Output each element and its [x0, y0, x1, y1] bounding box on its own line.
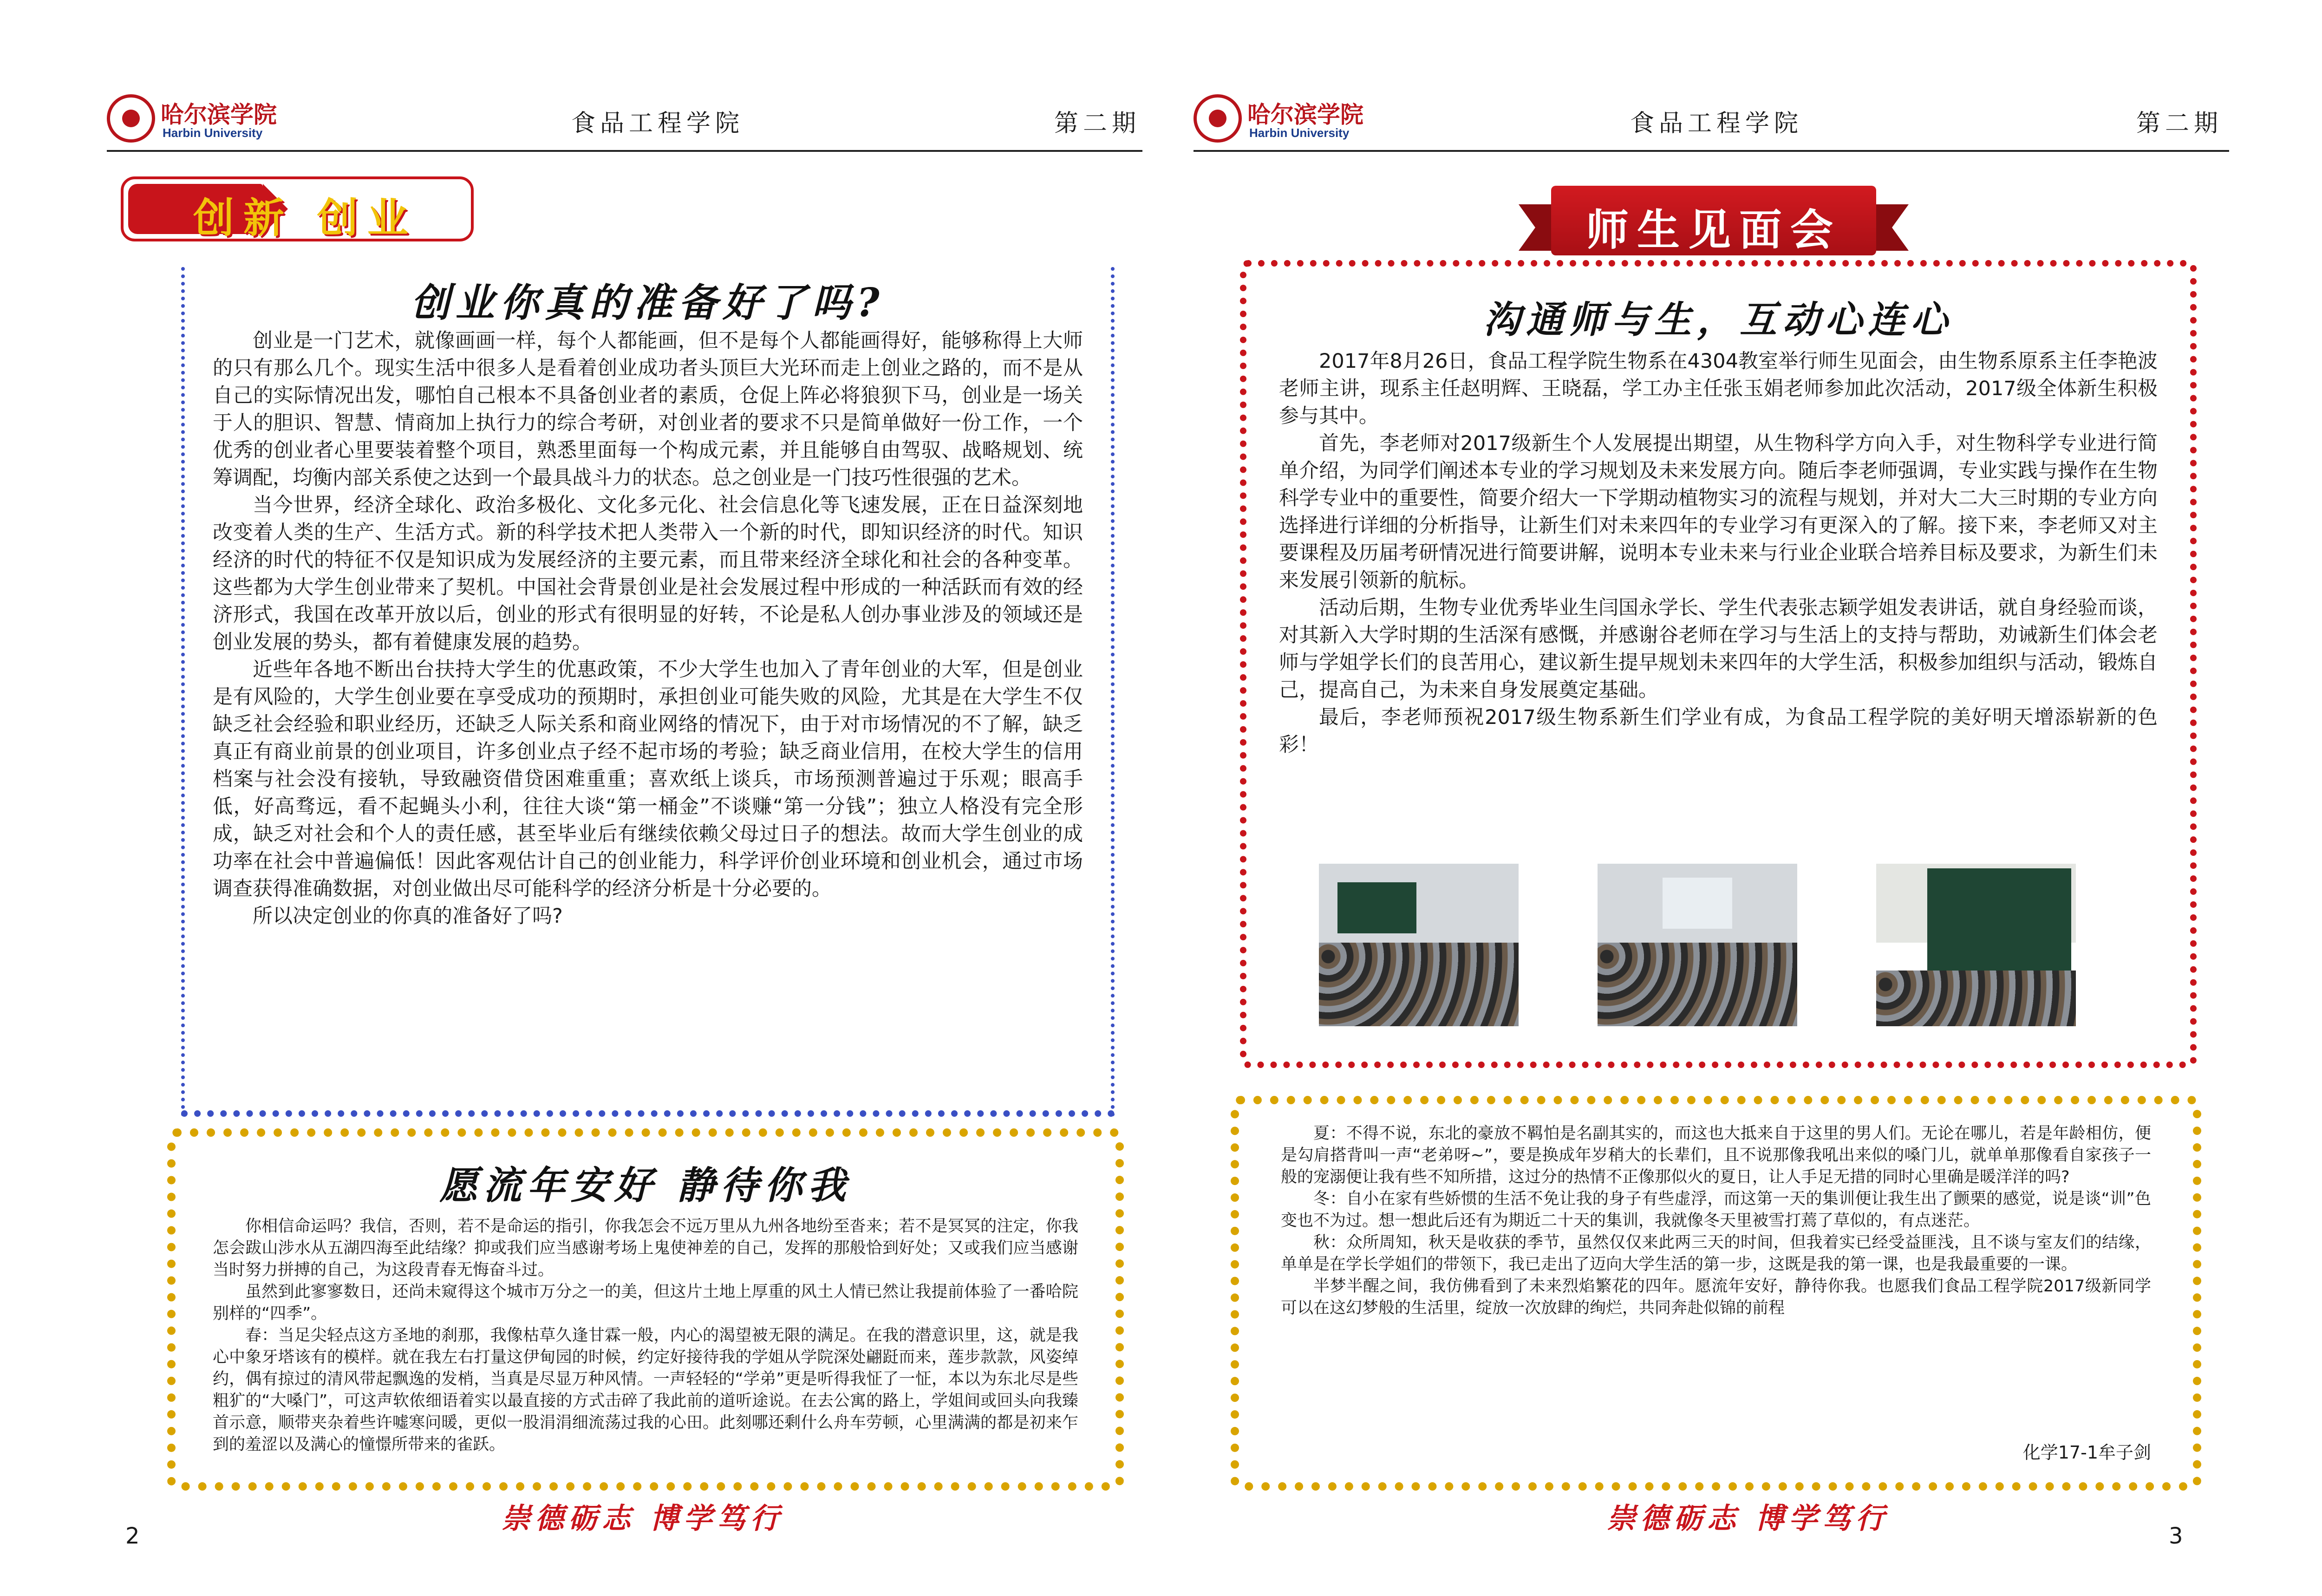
school-motto: 崇德砺志 博学笃行	[1607, 1501, 1889, 1535]
logo-chinese-name: 哈尔滨学院	[161, 101, 277, 128]
logo-chinese-name: 哈尔滨学院	[1247, 101, 1363, 128]
event-photo-lecture	[1598, 864, 1797, 1026]
section-banner-title: 创新 创业	[193, 194, 417, 242]
university-emblem-icon	[1194, 94, 1242, 143]
issue-number: 第二期	[1054, 110, 1141, 137]
report-paragraph: 2017年8月26日，食品工程学院生物系在4304教室举行师生见面会，由生物系原系主任李艳波老师主讲，现系主任赵明辉、王晓磊，学工办主任张玉娟老师参加此次活动，2017级全体新生积极参与其中。	[1279, 350, 2158, 428]
left-page	[107, 0, 1142, 1596]
essay-paragraph: 春：当足尖轻点这方圣地的刹那，我像枯草久逢甘霖一般，内心的渴望被无限的满足。在我的潜意识里，这，就是我心中象牙塔该有的模样。就在我左右打量这伊甸园的时候，约定好接待我的学姐从学院深处翩跹而来，莲步款款，风姿绰约，偶有掠过的清风带起飘逸的发梢，当真是尽显万种风情。一声轻轻的“学弟”更是听得我怔了一怔，本以为东北尽是些粗犷的“大嗓门”，可这声软侬细语着实以最直接的方式击碎了我此前的道听途说。在去公寓的路上，学姐间或回头向我臻首示意，顺带夹杂着些许嘘寒问暖，更似一股涓涓细流荡过我的心田。此刻哪还剩什么舟车劳顿，心里满满的都是初来乍到的羞涩以及满心的憧憬所带来的雀跃。	[213, 1326, 1078, 1454]
essay-body	[213, 1216, 1078, 1456]
article-paragraph: 创业是一门艺术，就像画画一样，每个人都能画，但不是每个人都能画得好，能够称得上大师的只有那么几个。现实生活中很多人是看着创业成功者头顶巨大光环而走上创业之路的，而不是从自己的实际情况出发，哪怕自己根本不具备创业者的素质，仓促上阵必将狼狈下马，创业是一场关于人的胆识、智慧、情商加上执行力的综合考研，对创业者的要求不只是简单做好一份工作，一个优秀的创业者心里要装着整个项目，熟悉里面每一个构成元素，并且能够自由驾驭、战略规划、统筹调配，均衡内部关系使之达到一个最具战斗力的状态。总之创业是一门技巧性很强的艺术。	[213, 329, 1083, 489]
logo-english-name: Harbin University	[1249, 126, 1350, 140]
page-header	[1194, 91, 2229, 156]
article-title: 创业你真的准备好了吗?	[411, 280, 885, 326]
article-body	[213, 327, 1083, 930]
report-paragraph: 活动后期，生物专业优秀毕业生闫国永学长、学生代表张志颖学姐发表讲话，就自身经验而谈，对其新入大学时期的生活深有感慨，并感谢谷老师在学习与生活上的支持与帮助，劝诫新生们体会老师与学姐学长们的良苦用心，建议新生提早规划未来四年的大学生活，积极参加组织与活动，锻炼自己，提高自己，为未来自身发展奠定基础。	[1279, 596, 2158, 702]
school-motto: 崇德砺志 博学笃行	[502, 1501, 784, 1535]
event-photo-speaker	[1876, 864, 2076, 1026]
report-paragraph: 首先，李老师对2017级新生个人发展提出期望，从生物科学方向入手，对生物科学专业进行简单介绍，为同学们阐述本专业的学习规划及未来发展方向。随后李老师强调，专业实践与操作在生物科学专业中的重要性，简要介绍大一下学期动植物实习的流程与规划，并对大二大三时期的专业方向选择进行详细的分析指导，让新生们对未来四年的专业学习有更深入的了解。接下来，李老师又对主要课程及历届考研情况进行简要讲解，说明本专业未来与行业企业联合培养目标及要求，为新生们未来发展引领新的航标。	[1279, 432, 2158, 592]
header-rule	[107, 150, 1142, 152]
section-banner-title: 师生见面会	[1585, 205, 1841, 255]
essay-paragraph: 夏：不得不说，东北的豪放不羁怕是名副其实的，而这也大抵来自于这里的男人们。无论在哪儿，若是年龄相仿，便是勾肩搭背叫一声“老弟呀~”，要是换成年岁稍大的长辈们，且不说那像我吼出来似的嗓门儿，就单单那像看自家孩子一般的宠溺便让我有些不知所措，这过分的热情不正像那似火的夏日，让人手足无措的同时心里确是暖洋洋的吗?	[1281, 1124, 2151, 1186]
page-number: 2	[125, 1523, 140, 1549]
essay-paragraph: 虽然到此寥寥数日，还尚未窥得这个城市万分之一的美，但这片土地上厚重的风土人情已然让我提前体验了一番哈院别样的“四季”。	[213, 1283, 1078, 1323]
page-header	[107, 91, 1142, 156]
university-logo	[1194, 91, 1370, 146]
event-photo-classroom	[1319, 864, 1519, 1026]
essay-paragraph: 秋：众所周知，秋天是收获的季节，虽然仅仅来此两三天的时间，但我着实已经受益匪浅，且不谈与室友们的结缘，单单是在学长学姐们的带领下，我已走出了迈向大学生活的第一步，这既是我的第一课，也是我最重要的一课。	[1281, 1233, 2151, 1274]
essay-paragraph: 半梦半醒之间，我仿佛看到了未来烈焰繁花的四年。愿流年安好，静待你我。也愿我们食品工程学院2017级新同学可以在这幻梦般的生活里，绽放一次放肆的绚烂，共同奔赴似锦的前程	[1281, 1277, 2151, 1317]
article-paragraph: 近些年各地不断出台扶持大学生的优惠政策，不少大学生也加入了青年创业的大军，但是创业是有风险的，大学生创业要在享受成功的预期时，承担创业可能失败的风险，尤其是在大学生不仅缺乏社会经验和职业经历，还缺乏人际关系和商业网络的情况下，由于对市场情况的不了解，缺乏真正有商业前景的创业项目，许多创业点子经不起市场的考验；缺乏商业信用，在校大学生的信用档案与社会没有接轨，导致融资借贷困难重重；喜欢纸上谈兵，市场预测普遍过于乐观；眼高手低，好高骛远，看不起蝇头小利，往往大谈“第一桶金”不谈赚“第一分钱”；独立人格没有完全形成，缺乏对社会和个人的责任感，甚至毕业后有继续依赖父母过日子的想法。故而大学生创业的成功率在社会中普遍偏低！因此客观估计自己的创业能力，科学评价创业环境和创业机会，通过市场调查获得准确数据，对创业做出尽可能科学的经济分析是十分必要的。	[213, 658, 1083, 900]
essay-continued-body	[1281, 1123, 2151, 1319]
university-logo	[107, 91, 283, 146]
report-title: 沟通师与生，互动心连心	[1483, 298, 1953, 341]
university-emblem-icon	[107, 94, 155, 143]
article-paragraph: 当今世界，经济全球化、政治多极化、文化多元化、社会信息化等飞速发展，正在日益深刻地改变着人类的生产、生活方式。新的科学技术把人类带入一个新的时代，即知识经济的时代。知识经济的时代的特征不仅是知识成为发展经济的主要元素，而且带来经济全球化和社会的各种变革。这些都为大学生创业带来了契机。中国社会背景创业是社会发展过程中形成的一种活跃而有效的经济形式，我国在改革开放以后，创业的形式有很明显的好转，不论是私人创办事业涉及的领域还是创业发展的势头，都有着健康发展的趋势。	[213, 494, 1083, 654]
essay-paragraph: 冬：自小在家有些娇惯的生活不免让我的身子有些虚浮，而这第一天的集训便让我生出了颤栗的感觉，说是谈“训”色变也不为过。想一想此后还有为期近二十天的集训，我就像冬天里被雪打蔫了草似的，有点迷茫。	[1281, 1190, 2151, 1230]
section-banner	[121, 176, 474, 241]
page-number: 3	[2169, 1523, 2183, 1549]
report-body	[1279, 348, 2158, 759]
essay-continued-box	[1231, 1096, 2201, 1491]
report-paragraph: 最后，李老师预祝2017级生物系新生们学业有成，为食品工程学院的美好明天增添崭新的色彩！	[1279, 706, 2158, 756]
article-box	[181, 267, 1115, 1117]
author-signature: 化学17-1牟子剑	[2022, 1442, 2151, 1463]
right-page	[1194, 0, 2229, 1596]
section-banner	[1519, 186, 1909, 255]
college-name: 食品工程学院	[571, 110, 744, 137]
issue-number: 第二期	[2136, 110, 2223, 137]
essay-box	[167, 1128, 1124, 1491]
header-rule	[1194, 150, 2229, 152]
essay-paragraph: 你相信命运吗？我信，否则，若不是命运的指引，你我怎会不远万里从九州各地纷至沓来；若不是冥冥的注定，你我怎会跋山涉水从五湖四海至此结缘？抑或我们应当感谢考场上鬼使神差的自己，发挥的那般恰到好处；又或我们应当感谢当时努力拼搏的自己，为这段青春无悔奋斗过。	[213, 1217, 1078, 1279]
college-name: 食品工程学院	[1630, 110, 1803, 137]
essay-title: 愿流年安好 静待你我	[439, 1163, 852, 1208]
article-paragraph: 所以决定创业的你真的准备好了吗?	[253, 905, 563, 928]
logo-english-name: Harbin University	[163, 126, 263, 140]
